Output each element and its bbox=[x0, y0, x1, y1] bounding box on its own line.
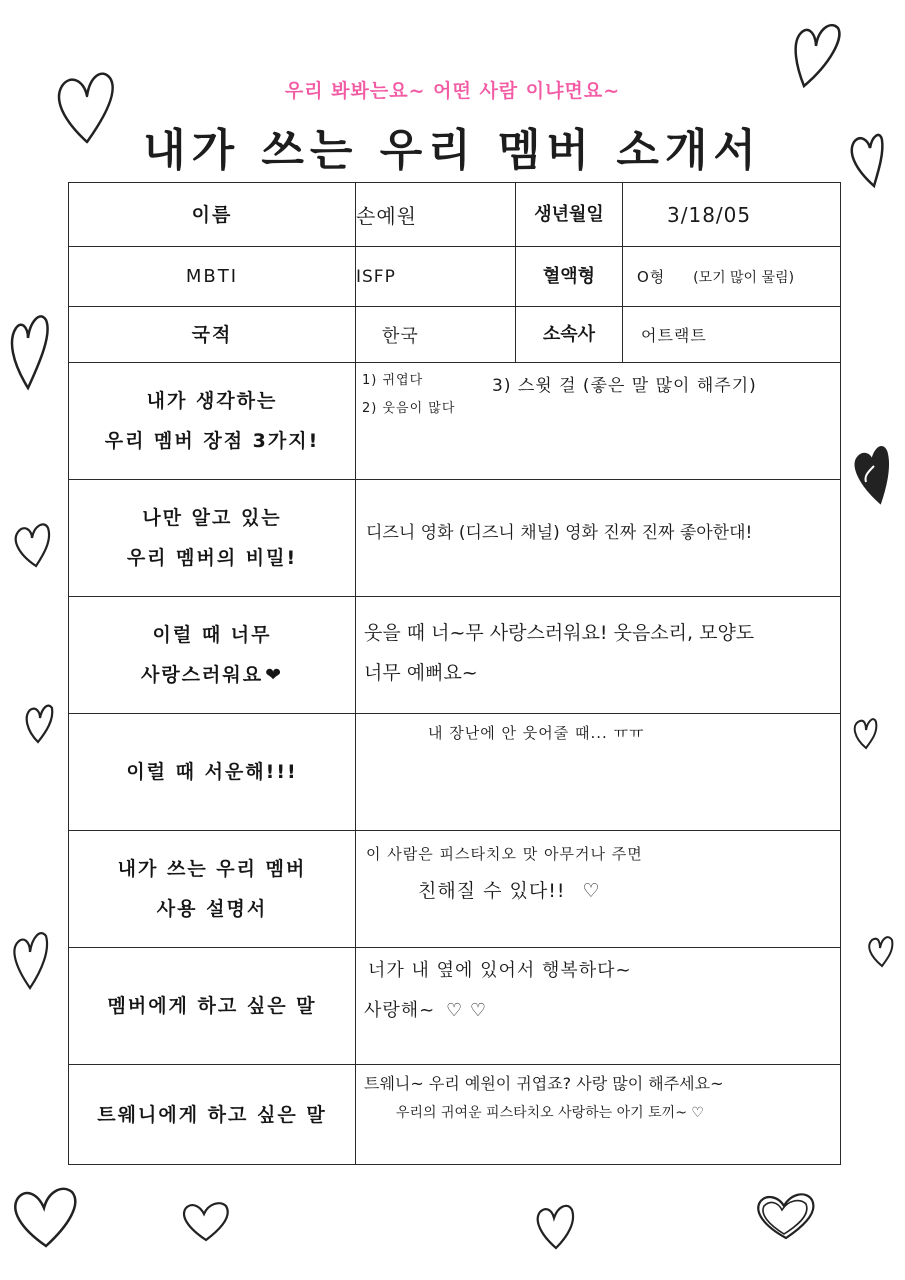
strengths-value bbox=[356, 363, 841, 480]
heart-doodle-icon bbox=[850, 710, 880, 752]
to-member-label: 멤버에게 하고 싶은 말 bbox=[69, 948, 356, 1065]
agency-label: 소속사 bbox=[516, 307, 623, 363]
blood-label: 혈액형 bbox=[516, 247, 623, 307]
secret-label-line-2: 우리 멤버의 비밀! bbox=[126, 547, 298, 569]
lovely-value-cell bbox=[356, 597, 841, 714]
to-fans-value-line-2: 우리의 귀여운 피스타치오 사랑하는 아기 토끼~ bbox=[396, 1105, 687, 1121]
subtitle: 우리 봐봐는요~ 어떤 사람 이냐면요~ bbox=[284, 80, 621, 102]
outline-heart-icon: ♡ bbox=[582, 880, 601, 902]
row-lovely bbox=[69, 597, 841, 714]
filled-heart-icon: ❤ bbox=[265, 664, 284, 686]
to-fans-value-line-2-wrap bbox=[356, 1094, 840, 1122]
lovely-value-line-2: 너무 예뻐요~ bbox=[364, 662, 478, 684]
manual-label-line-1: 내가 쓰는 우리 멤버 bbox=[117, 858, 307, 880]
to-fans-label: 트웨니에게 하고 싶은 말 bbox=[69, 1065, 356, 1165]
to-fans-value-cell bbox=[356, 1065, 841, 1165]
manual-value-line-2: 친해질 수 있다!! bbox=[418, 880, 566, 902]
strength-1: 1) 귀엽다 bbox=[362, 373, 424, 388]
secret-label-line-1: 나만 알고 있는 bbox=[142, 507, 282, 529]
lovely-label bbox=[69, 597, 356, 714]
row-to-member bbox=[69, 948, 841, 1065]
to-member-value-line-1: 너가 내 옆에 있어서 행복하다~ bbox=[368, 960, 632, 981]
birth-value: 3/18/05 bbox=[623, 183, 841, 247]
lovely-label-line-2 bbox=[69, 655, 355, 695]
strength-2: 2) 웃음이 많다 bbox=[362, 401, 456, 416]
heart-doodle-icon bbox=[6, 296, 52, 396]
row-strengths bbox=[69, 363, 841, 480]
nation-label: 국적 bbox=[69, 307, 356, 363]
secret-label bbox=[69, 480, 356, 597]
heart-doodle-icon bbox=[8, 920, 50, 994]
heart-doodle-icon bbox=[846, 126, 886, 192]
row-manual bbox=[69, 831, 841, 948]
to-fans-value-line-1: 트웨니~ 우리 예원이 귀엽죠? 사랑 많이 해주세요~ bbox=[364, 1074, 724, 1093]
heart-doodle-icon bbox=[22, 696, 56, 746]
heart-doodle-icon bbox=[790, 16, 846, 92]
mbti-label: MBTI bbox=[69, 247, 356, 307]
to-member-value-line-2-wrap bbox=[356, 982, 840, 1022]
blood-note: (모기 많이 물림) bbox=[693, 270, 795, 286]
heart-doodle-icon bbox=[850, 436, 890, 508]
strengths-label-line-1: 내가 생각하는 bbox=[146, 390, 278, 412]
to-member-value-line-2: 사랑해~ bbox=[364, 1000, 436, 1021]
lovely-label-text: 사랑스러워요 bbox=[140, 664, 264, 686]
member-intro-form bbox=[68, 182, 841, 1165]
heart-doodle-icon bbox=[750, 1186, 822, 1242]
name-value: 손예원 bbox=[356, 183, 516, 247]
page-title: 내가 쓰는 우리 멤버 소개서 bbox=[143, 125, 762, 176]
row-to-fans bbox=[69, 1065, 841, 1165]
mbti-value: ISFP bbox=[356, 247, 516, 307]
lovely-value bbox=[356, 597, 840, 693]
heart-doodle-icon bbox=[52, 64, 122, 154]
blood-value: O형 bbox=[637, 268, 666, 286]
lovely-label-line-1: 이럴 때 너무 bbox=[152, 624, 272, 646]
strengths-label bbox=[69, 363, 356, 480]
strength-3: 3) 스윗 걸 (좋은 말 많이 해주기) bbox=[492, 376, 757, 396]
row-mbti bbox=[69, 247, 841, 307]
lovely-value-line-1: 웃을 때 너~무 사랑스러워요! 웃음소리, 모양도 bbox=[364, 622, 755, 644]
agency-value: 어트랙트 bbox=[623, 307, 841, 363]
heart-doodle-icon bbox=[864, 930, 896, 970]
to-member-value-cell bbox=[356, 948, 841, 1065]
name-label: 이름 bbox=[69, 183, 356, 247]
manual-label bbox=[69, 831, 356, 948]
sad-value-cell bbox=[356, 714, 841, 831]
secret-value-cell bbox=[356, 480, 841, 597]
manual-value-cell bbox=[356, 831, 841, 948]
birth-label: 생년월일 bbox=[516, 183, 623, 247]
sad-value: 내 장난에 안 웃어줄 때... ㅠㅠ bbox=[428, 724, 645, 742]
heart-doodle-icon bbox=[10, 516, 54, 572]
secret-value: 디즈니 영화 (디즈니 채널) 영화 진짜 진짜 좋아한대! bbox=[366, 523, 753, 543]
heart-doodle-icon bbox=[532, 1196, 578, 1252]
row-name bbox=[69, 183, 841, 247]
heart-doodle-icon bbox=[176, 1196, 232, 1244]
manual-value-line-1: 이 사람은 피스타치오 맛 아무거나 주면 bbox=[366, 845, 643, 863]
sad-label: 이럴 때 서운해!!! bbox=[69, 714, 356, 831]
manual-value-line-2-wrap bbox=[356, 864, 840, 903]
blood-cell bbox=[623, 247, 841, 307]
outline-heart-icon: ♡ bbox=[691, 1105, 704, 1121]
heart-doodle-icon bbox=[6, 1180, 86, 1252]
manual-label-line-2: 사용 설명서 bbox=[156, 898, 268, 920]
row-nation bbox=[69, 307, 841, 363]
row-sad bbox=[69, 714, 841, 831]
strengths-label-line-2: 우리 멤버 장점 3가지! bbox=[104, 430, 320, 452]
outline-heart-icon: ♡ ♡ bbox=[445, 1000, 487, 1021]
row-secret bbox=[69, 480, 841, 597]
nation-value: 한국 bbox=[356, 307, 516, 363]
